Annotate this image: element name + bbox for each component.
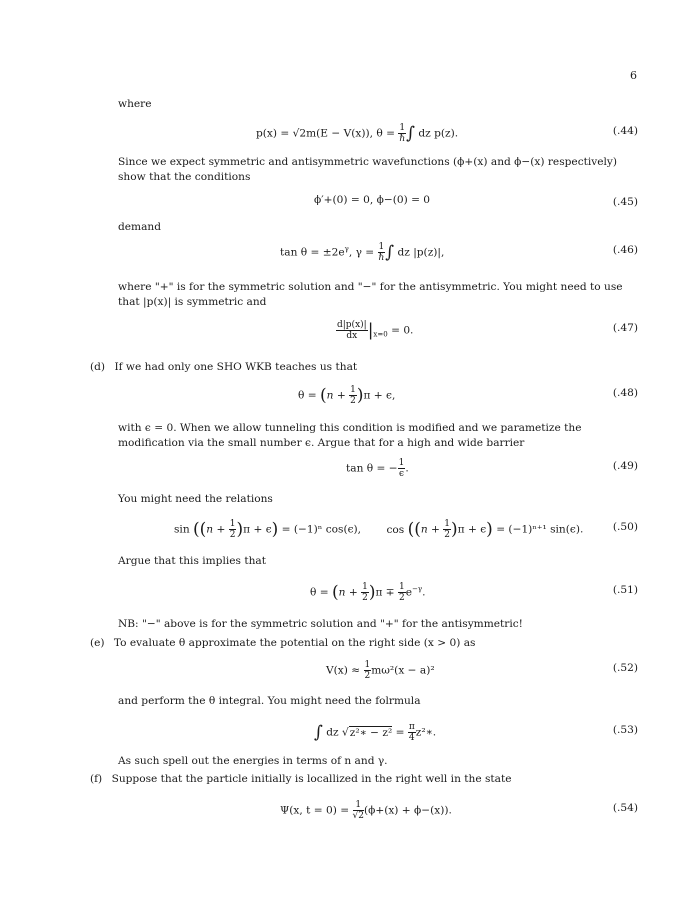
equation-48	[118, 385, 638, 407]
equation-48-number: (.48)	[612, 387, 638, 399]
equation-44-number: (.44)	[612, 125, 638, 137]
item-f-label: (f)	[90, 773, 103, 785]
equation-49-math: tan θ = − $\frac{1}{\epsilon}$ .	[346, 458, 409, 479]
item-f-text: Suppose that the particle initially is locallized in the right well in the state	[111, 773, 512, 785]
equation-47-math: $\frac{d|p(x)|}{dx}$ $|_{x=0} = 0$.	[337, 320, 414, 341]
equation-51-math: θ = (n + $\frac{1}{2}$ )π ∓ $\frac{1}{2}$ $e^{-\gamma}$.	[310, 582, 426, 603]
equation-44	[118, 123, 638, 145]
equation-45	[118, 194, 638, 216]
equation-53-number: (.53)	[612, 724, 638, 736]
paragraph-where: where	[118, 98, 152, 110]
page-number: 6	[630, 69, 637, 82]
item-d	[90, 360, 638, 375]
equation-46	[118, 242, 638, 264]
paragraph-with: with ϵ = 0. When we allow tunneling this condition is modified and we parametize the modification via the small number ϵ. Argue that for a high and wide barrier	[118, 422, 582, 449]
item-e-text: To evaluate θ approximate the potential on the right side (x > 0) as	[113, 637, 476, 649]
equation-52-math: V(x) ≈ $\frac{1}{2}$ mω²(x − a)²	[326, 660, 435, 681]
paragraph-demand: demand	[118, 221, 162, 233]
paragraph-argue: Argue that this implies that	[118, 555, 266, 567]
equation-45-math: ϕ′+(0) = 0, ϕ−(0) = 0	[314, 194, 431, 206]
equation-44-math: p(x) = √2m(E − V(x)), θ = $\frac{1}{\text{ℏ}}$ ∫ dz p(z).	[256, 123, 459, 144]
equation-51-number: (.51)	[612, 584, 638, 596]
equation-47-number: (.47)	[612, 322, 638, 334]
paragraph-since: Since we expect symmetric and antisymmetric wavefunctions (ϕ+(x) and ϕ−(x) respectively) show that the conditions	[118, 156, 618, 183]
item-e	[90, 636, 638, 651]
paragraph-nb: NB: "−" above is for the symmetric solution and "+" for the antisymmetric!	[118, 618, 523, 630]
equation-45-number: (.45)	[612, 196, 638, 208]
equation-52-number: (.52)	[612, 662, 638, 674]
item-f	[90, 772, 638, 787]
equation-48-math: θ = (n + $\frac{1}{2}$ )π + ϵ,	[298, 385, 396, 406]
equation-46-number: (.46)	[612, 244, 638, 256]
equation-53	[118, 722, 638, 744]
equation-46-math: $\tan \theta = \pm 2e^\gamma$, γ = $\frac{1}{\text{ℏ}}$ ∫ dz |p(z)|,	[280, 242, 445, 263]
paragraph-perform: and perform the θ integral. You might need the folrmula	[118, 695, 421, 707]
paragraph-spell: As such spell out the energies in terms of n and γ.	[118, 755, 388, 767]
equation-50-number: (.50)	[612, 521, 638, 533]
equation-53-math: ∫ dz √z²∗ − z² = $\frac{\pi}{4}$ z²∗.	[314, 722, 437, 743]
equation-50-math: sin ((n + $\frac{1}{2}$ )π + ϵ) = (−1)ⁿ cos(ϵ), cos ((n + $\frac{1}{2}$ )π + ϵ) = (−1)ⁿ⁺¹ sin(ϵ).	[174, 519, 584, 540]
equation-54-number: (.54)	[612, 802, 638, 814]
item-d-label: (d)	[90, 361, 106, 373]
equation-51	[118, 582, 638, 604]
equation-50	[118, 519, 638, 541]
paragraph-where-pm: where "+" is for the symmetric solution and "−" for the antisymmetric. You might need to use that |p(x)| is symmetric and	[118, 281, 623, 308]
paragraph-relations: You might need the relations	[118, 493, 273, 505]
equation-52	[118, 660, 638, 682]
equation-54-math: Ψ(x, t = 0) = $\frac{1}{√2}$ (ϕ+(x) + ϕ−(x)).	[280, 800, 452, 821]
equation-49-number: (.49)	[612, 460, 638, 472]
equation-54	[118, 800, 638, 822]
equation-47	[118, 320, 638, 342]
equation-49	[118, 458, 638, 480]
item-e-label: (e)	[90, 637, 105, 649]
item-d-text: If we had only one SHO WKB teaches us that	[114, 361, 358, 373]
